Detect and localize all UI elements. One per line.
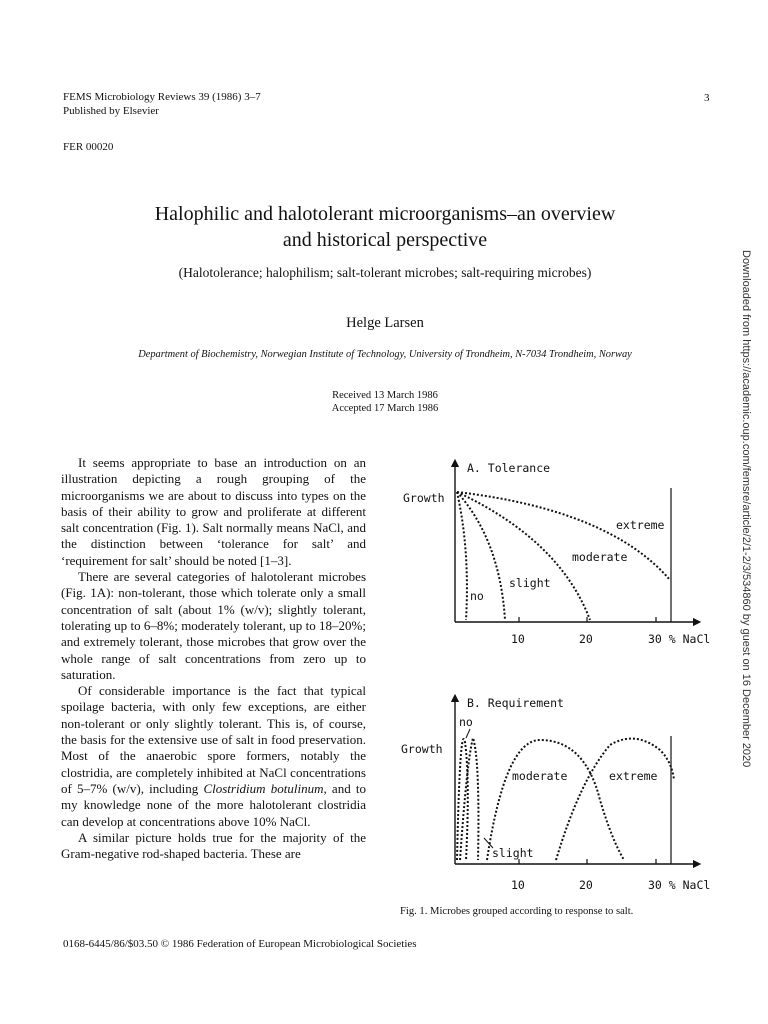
panel-a-ylabel: Growth — [403, 491, 445, 505]
affiliation: Department of Biochemistry, Norwegian Institute of Technology, University of Trondheim, N-7034 Trondheim, Norway — [138, 349, 632, 360]
title-line-2: and historical perspective — [282, 229, 488, 251]
panel-b-curve-extreme — [556, 739, 674, 860]
panel-b-tick-label-30: 30 % NaCl — [648, 878, 711, 892]
journal-citation: FEMS Microbiology Reviews 39 (1986) 3–7 — [63, 91, 261, 103]
footer-copyright: 0168-6445/86/$03.50 © 1986 Federation of European Microbiological Societies — [63, 938, 417, 950]
panel-a-label-no: no — [470, 589, 484, 603]
page-number: 3 — [704, 92, 710, 104]
received-date: Received 13 March 1986 — [332, 390, 438, 401]
panel-b-ylabel: Growth — [401, 742, 443, 756]
publisher-line: Published by Elsevier — [63, 105, 159, 117]
panel-b-label-no: no — [459, 715, 473, 729]
accepted-date: Accepted 17 March 1986 — [331, 403, 439, 414]
panel-a-curve-extreme — [457, 492, 670, 580]
panel-a-label-moderate: moderate — [572, 550, 628, 564]
paragraph-3-text-b: , and to my knowledge none of the more halotolerant clostridia can develop at concentrations above 10% NaCl. — [61, 780, 366, 829]
species-name: Clostridium botulinum — [203, 780, 324, 796]
panel-b-label-extreme: extreme — [609, 769, 658, 783]
panel-b-curve-slight — [460, 738, 478, 860]
panel-b-label-slight: slight — [492, 846, 534, 860]
author-name: Helge Larsen — [346, 315, 424, 331]
panel-b-curve-moderate — [487, 740, 624, 860]
paragraph-1: It seems appropriate to base an introduction on an illustration depicting a rough grouping of the microorganisms we are about to discuss into types on the basis of their ability to grow and proliferate at different salt concentration (Fig. 1). Salt normally means NaCl, and the distinction between ‘tolerance for salt’ and ‘requirement for salt’ should be noted [1–3]. — [61, 455, 366, 568]
panel-a-label-slight: slight — [509, 576, 551, 590]
figure-caption: Fig. 1. Microbes grouped according to response to salt. — [400, 906, 634, 917]
download-watermark: Downloaded from https://academic.oup.com/femsre/article/2/1-2/3/534860 by guest on 16 December 2020 — [740, 250, 752, 768]
panel-a-label-extreme: extreme — [616, 518, 665, 532]
keywords: (Halotolerance; halophilism; salt-tolerant microbes; salt-requiring microbes) — [178, 265, 592, 280]
panel-b-title: B. Requirement — [467, 696, 564, 710]
panel-a-curve-no — [457, 492, 467, 620]
panel-a-title: A. Tolerance — [467, 461, 551, 475]
paragraph-3-text-a: Of considerable importance is the fact that typical spoilage bacteria, with only few exceptions, are either non-tolerant or only slightly tolerant. This is, of course, the basis for the extensive use of salt in food preservation. Most of the anaerobic spore formers, notably the clostridia, are completely inhibited at NaCl concentrations of 5–7% (w/v), including — [61, 683, 366, 796]
panel-b-tick-label-10: 10 — [511, 878, 525, 892]
title-line-1: Halophilic and halotolerant microorganisms–an overview — [154, 203, 616, 225]
panel-a-tick-label-10: 10 — [511, 632, 525, 646]
panel-b-no-pointer — [466, 729, 470, 738]
paragraph-4: A similar picture holds true for the majority of the Gram-negative rod-shaped bacteria. These are — [61, 829, 366, 862]
panel-a-tick-label-30: 30 % NaCl — [648, 632, 711, 646]
panel-b-requirement — [401, 696, 710, 892]
panel-a-tick-label-20: 20 — [579, 632, 593, 646]
panel-b-tick-label-20: 20 — [579, 878, 593, 892]
article-code: FER 00020 — [63, 141, 114, 153]
paragraph-2: There are several categories of halotolerant microbes (Fig. 1A): non-tolerant, those which tolerate only a small concentration of salt (about 1% (w/v); slightly tolerant, tolerating up to 6–8%; moderately tolerant, up to 18–20%; and extremely tolerant, those microbes that grow over the whole range of salt concentrations from zero up to saturation. — [61, 569, 366, 682]
panel-a-tolerance — [403, 461, 710, 646]
panel-b-curve-no — [457, 739, 468, 860]
panel-b-label-moderate: moderate — [512, 769, 568, 783]
